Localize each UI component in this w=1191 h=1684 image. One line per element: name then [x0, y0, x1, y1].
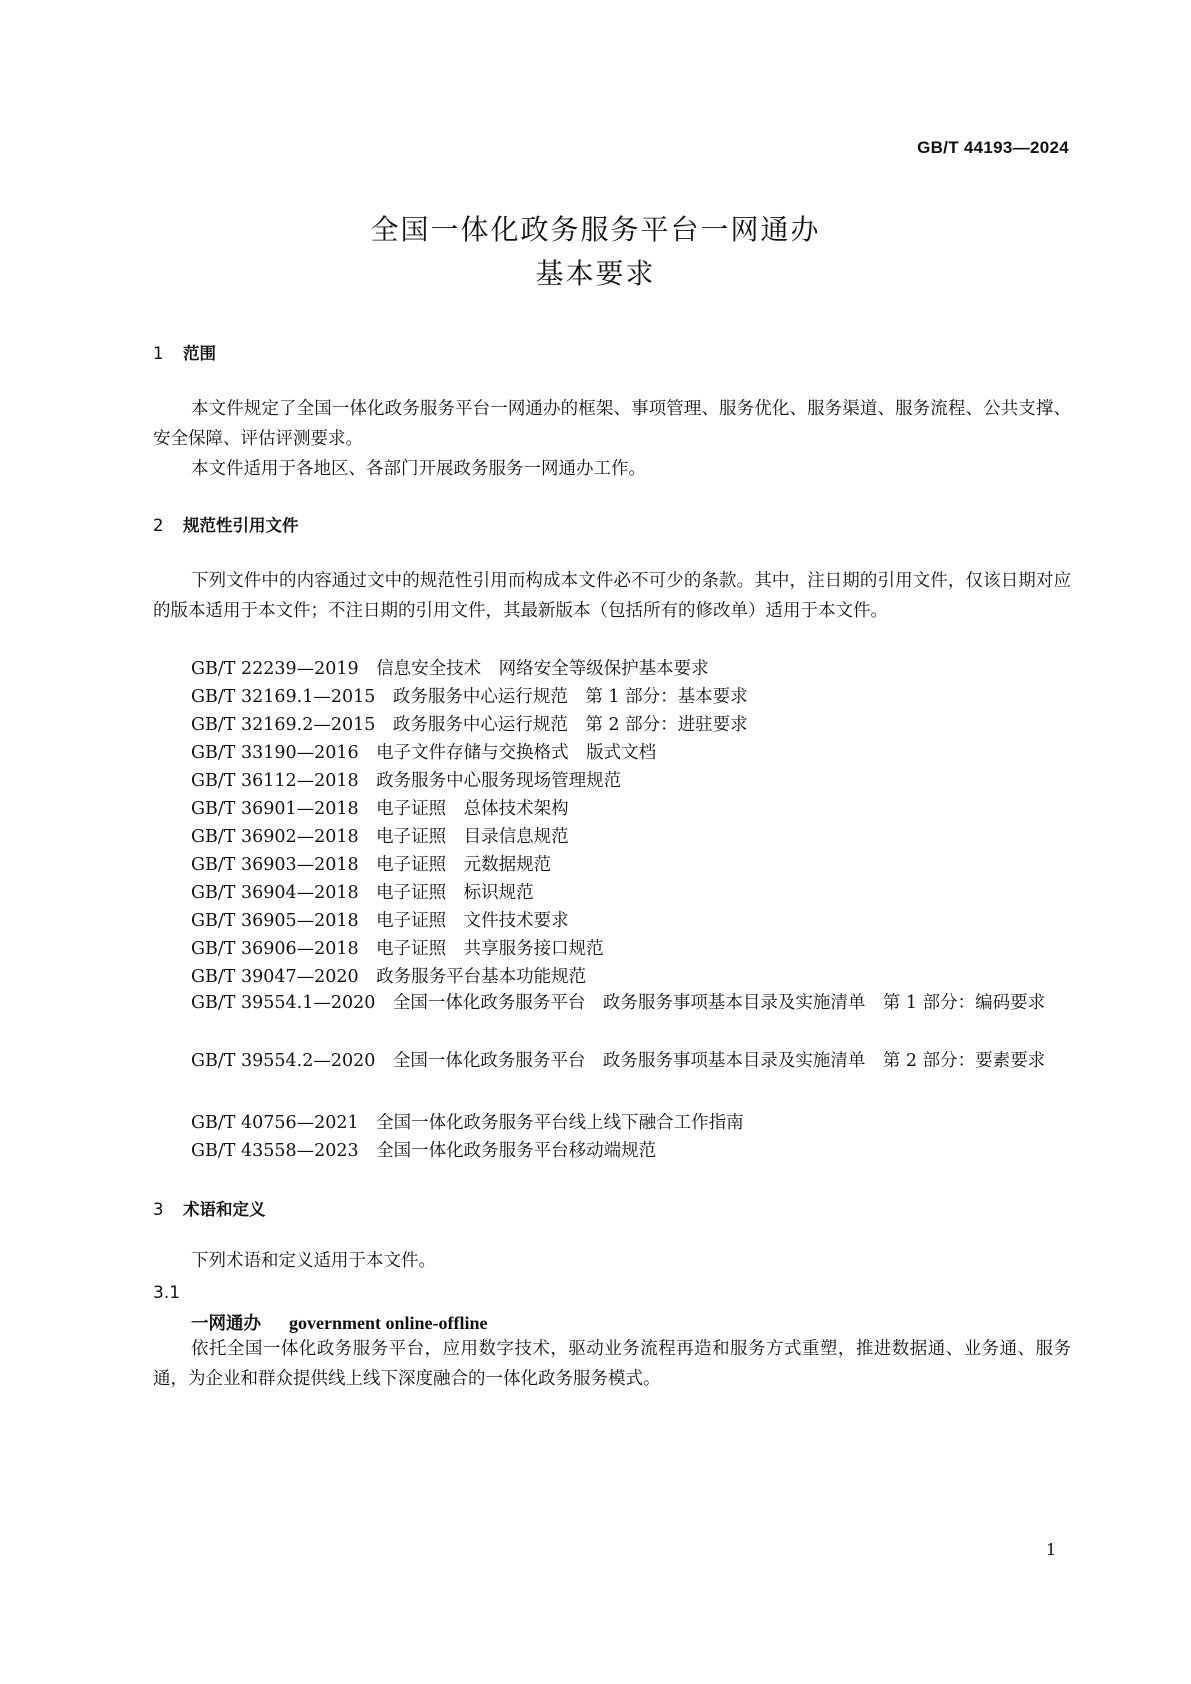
section-number: 2 — [153, 516, 164, 535]
reference-item-long: GB/T 39554.1—2020 全国一体化政务服务平台 政务服务事项基本目录及实施清单 第 1 部分：编码要求 — [191, 993, 1046, 1013]
reference-item: GB/T 22239—2019 信息安全技术 网络安全等级保护基本要求 — [191, 659, 709, 679]
scope-paragraph-1: 本文件规定了全国一体化政务服务平台一网通办的框架、事项管理、服务优化、服务渠道、服务流程、公共支撑、安全保障、评估评测要求。 — [153, 399, 1071, 449]
section-title: 规范性引用文件 — [183, 516, 299, 535]
section-number: 3 — [153, 1200, 164, 1219]
reference-item: GB/T 33190—2016 电子文件存储与交换格式 版式文档 — [191, 743, 657, 763]
document-title-line1: 全国一体化政务服务平台一网通办 — [370, 213, 821, 246]
references-intro: 下列文件中的内容通过文中的规范性引用而构成本文件必不可少的条款。其中，注日期的引用文件，仅该日期对应的版本适用于本文件；不注日期的引用文件，其最新版本（包括所有的修改单）适用于本文件。 — [153, 571, 1071, 621]
term-entry — [191, 1310, 487, 1335]
reference-item: GB/T 36112—2018 政务服务中心服务现场管理规范 — [191, 771, 622, 791]
reference-item: GB/T 36901—2018 电子证照 总体技术架构 — [191, 799, 569, 819]
section-2-heading — [153, 512, 299, 536]
reference-item: GB/T 43558—2023 全国一体化政务服务平台移动端规范 — [191, 1141, 657, 1161]
reference-item: GB/T 40756—2021 全国一体化政务服务平台线上线下融合工作指南 — [191, 1113, 744, 1133]
section-3-heading — [153, 1196, 266, 1220]
page-number: 1 — [1046, 1540, 1057, 1559]
reference-item: GB/T 36906—2018 电子证照 共享服务接口规范 — [191, 939, 604, 959]
reference-item: GB/T 36903—2018 电子证照 元数据规范 — [191, 855, 552, 875]
term-definition: 依托全国一体化政务服务平台，应用数字技术，驱动业务流程再造和服务方式重塑，推进数据通、业务通、服务通，为企业和群众提供线上线下深度融合的一体化政务服务模式。 — [153, 1339, 1071, 1389]
section-1-heading — [153, 340, 216, 364]
scope-paragraph-2: 本文件适用于各地区、各部门开展政务服务一网通办工作。 — [191, 459, 646, 479]
term-chinese: 一网通办 — [191, 1314, 261, 1334]
reference-item: GB/T 36905—2018 电子证照 文件技术要求 — [191, 911, 569, 931]
document-title-line2: 基本要求 — [535, 257, 656, 290]
reference-item: GB/T 32169.2—2015 政务服务中心运行规范 第 2 部分：进驻要求 — [191, 715, 748, 735]
term-english: government online-offline — [289, 1313, 488, 1333]
reference-item: GB/T 36902—2018 电子证照 目录信息规范 — [191, 827, 569, 847]
section-number: 1 — [153, 344, 164, 363]
reference-item: GB/T 36904—2018 电子证照 标识规范 — [191, 883, 534, 903]
reference-item: GB/T 32169.1—2015 政务服务中心运行规范 第 1 部分：基本要求 — [191, 687, 748, 707]
clause-number: 3.1 — [153, 1283, 181, 1303]
terms-intro: 下列术语和定义适用于本文件。 — [191, 1251, 436, 1271]
reference-item-long: GB/T 39554.2—2020 全国一体化政务服务平台 政务服务事项基本目录及实施清单 第 2 部分：要素要求 — [191, 1051, 1046, 1071]
section-title: 术语和定义 — [183, 1200, 266, 1219]
section-title: 范围 — [183, 344, 216, 363]
reference-item: GB/T 39047—2020 政务服务平台基本功能规范 — [191, 967, 587, 987]
standard-number: GB/T 44193—2024 — [917, 138, 1069, 157]
